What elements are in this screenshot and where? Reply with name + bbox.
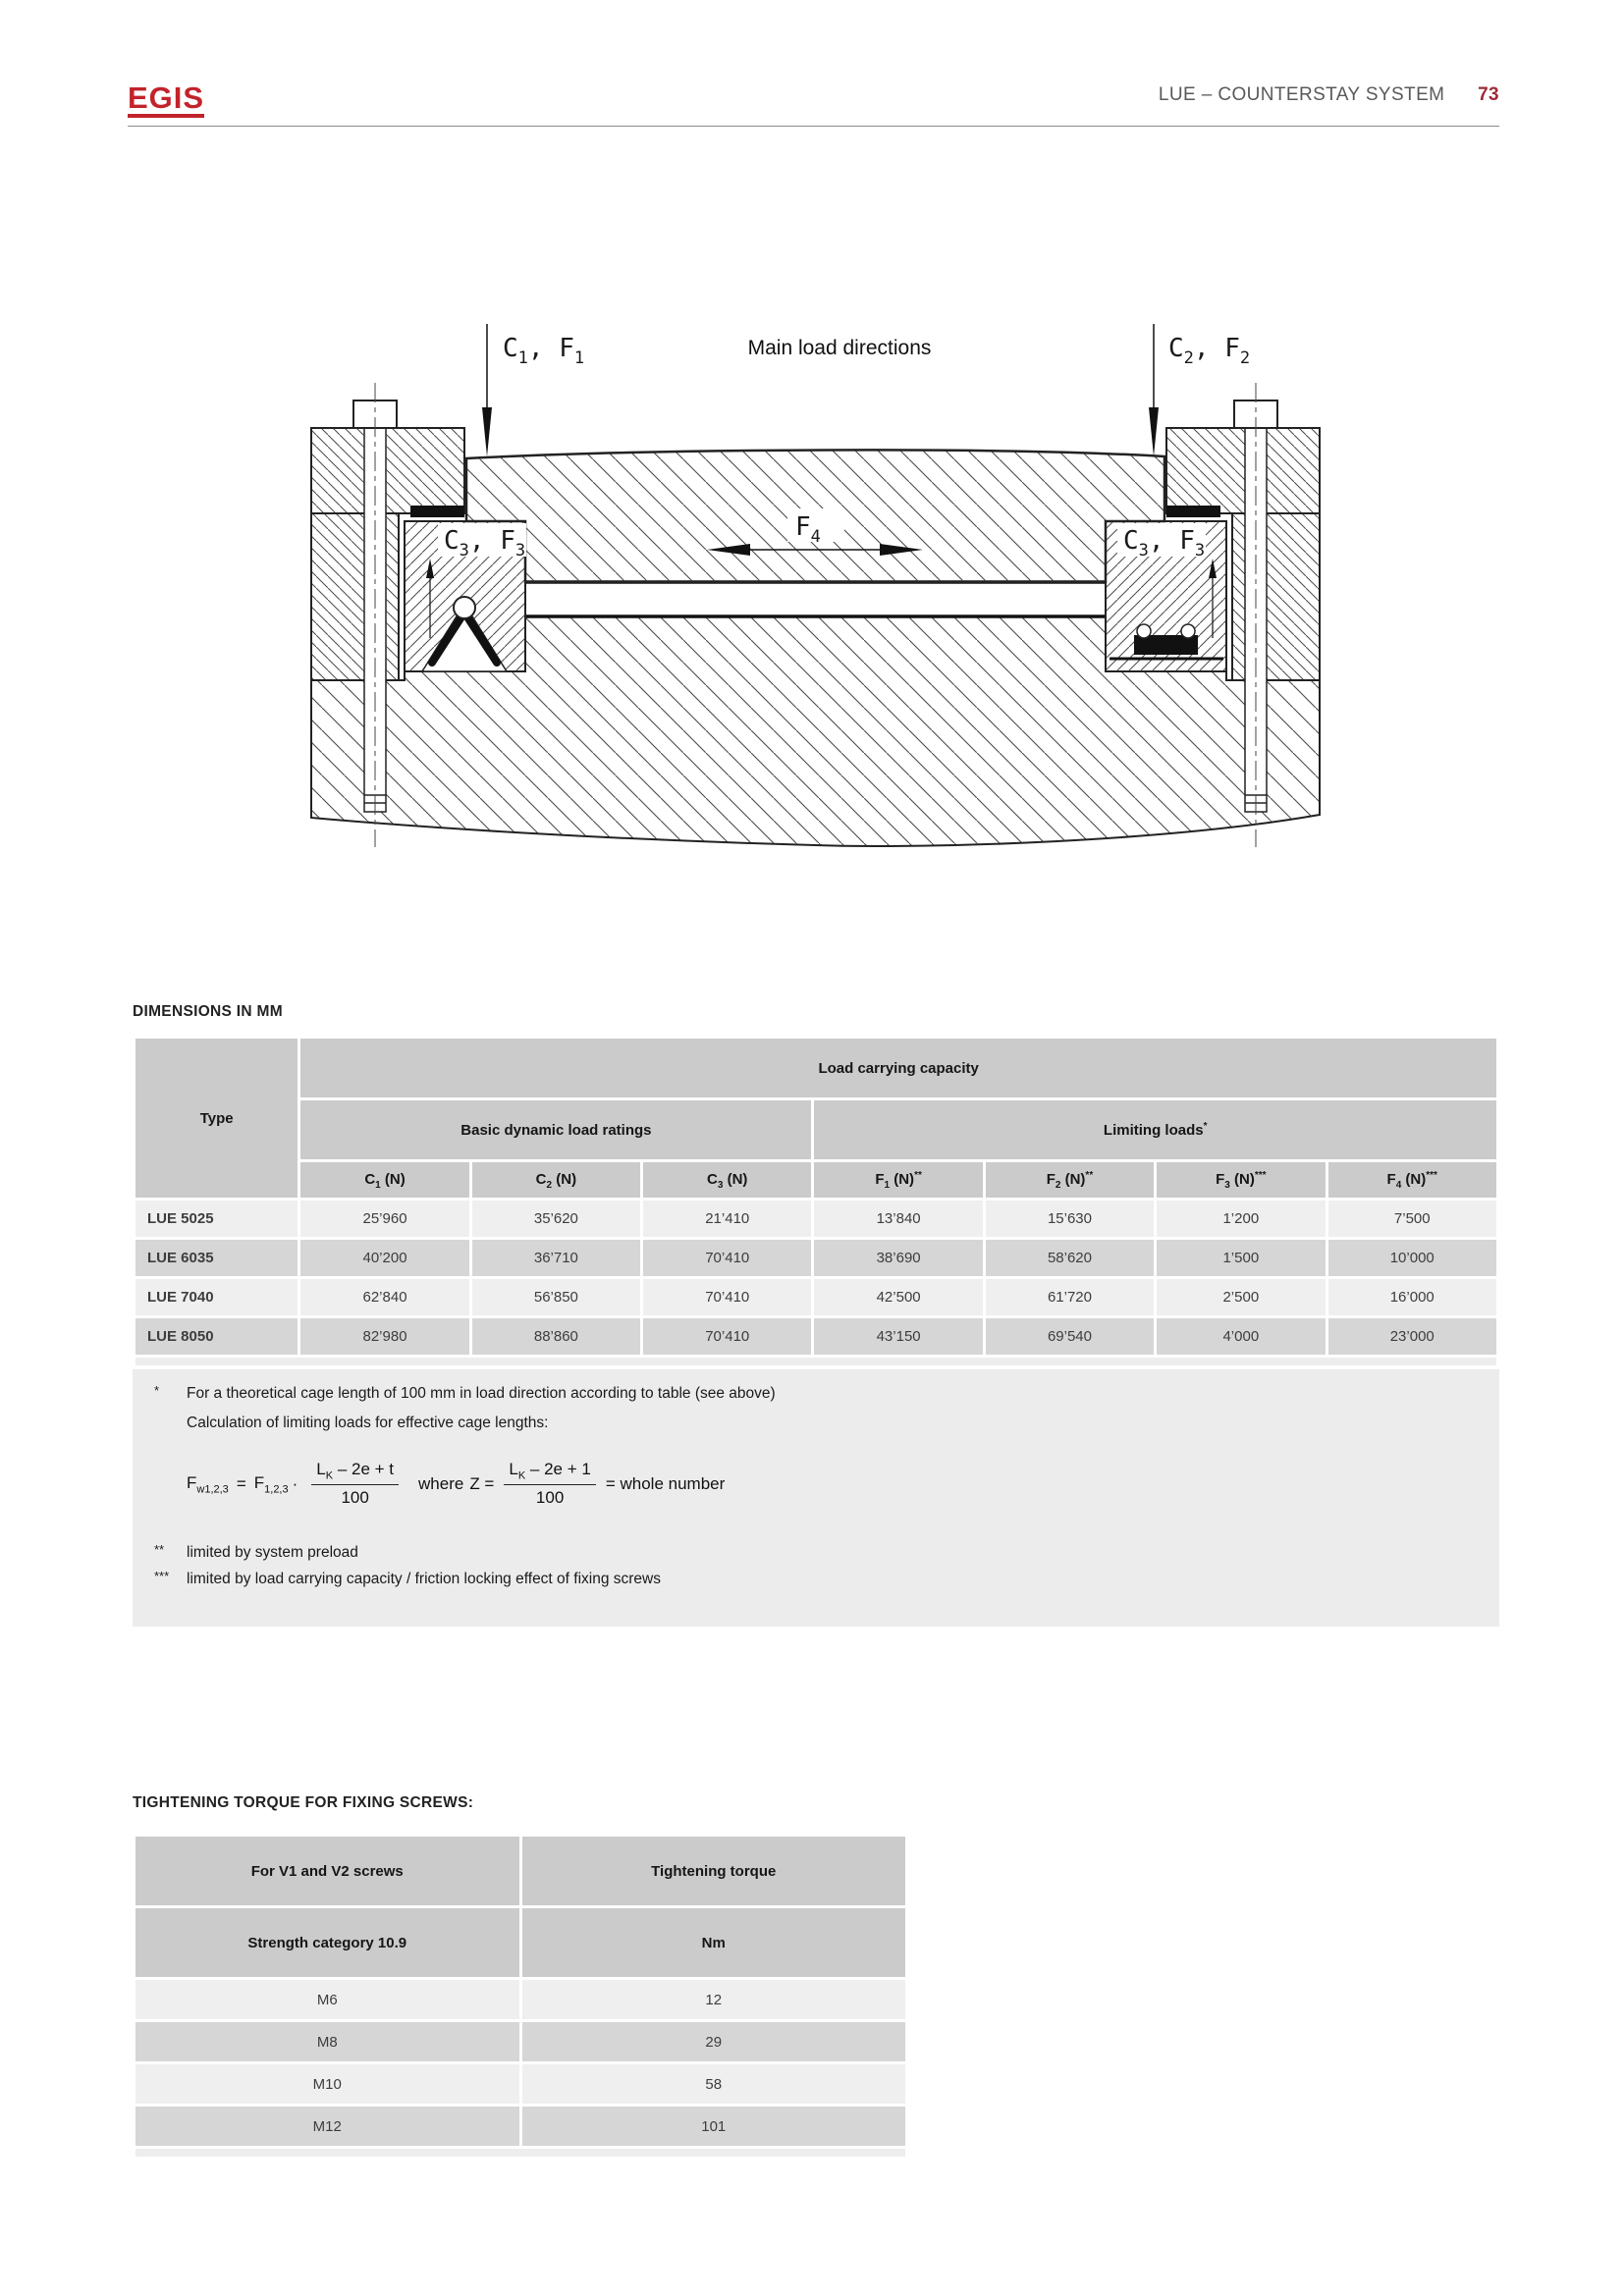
footnotes-box xyxy=(133,1369,1499,1627)
limiting-loads-group-header: Limiting loads* xyxy=(814,1100,1496,1159)
table-row-lue5025: LUE 5025 25’960 35’620 21’410 13’840 15’630 1’200 7’500 xyxy=(135,1201,1496,1237)
load-capacity-span-header: Load carrying capacity xyxy=(300,1039,1496,1097)
column-header-c1: $C_1$ (N) xyxy=(300,1162,468,1198)
label-f4: $F_4$ xyxy=(795,512,821,547)
triple-star-symbol: *** xyxy=(154,1569,170,1583)
left-clamp-plate xyxy=(311,428,464,513)
right-seal-strip xyxy=(1166,506,1220,517)
dynamic-ratings-group-header: Basic dynamic load ratings xyxy=(300,1100,811,1159)
torque-table-bottom-strip xyxy=(135,2149,905,2157)
star-note-line1: For a theoretical cage length of 100 mm in load direction according to table (see above) xyxy=(187,1385,776,1402)
column-header-f4: $F_4$ (N)*** xyxy=(1328,1162,1497,1198)
technical-drawing xyxy=(187,211,1453,859)
dimensions-heading: DIMENSIONS IN MM xyxy=(133,1003,283,1020)
double-star-symbol: ** xyxy=(154,1542,165,1557)
header-rule xyxy=(128,126,1499,127)
column-header-f1: $F_1$ (N)** xyxy=(814,1162,982,1198)
limiting-load-formula: $F_{w1,2,3}$ = $F_{1,2,3}$ · $\frac{L_K - 2e + t}{100}$ where Z = $\frac{L_K - 2e + 1}{100}$ = whole number xyxy=(187,1460,726,1508)
drawing-title: Main load directions xyxy=(747,337,932,359)
torque-row-m10: M10 58 xyxy=(135,2064,905,2104)
column-header-c3: $C_3$ (N) xyxy=(643,1162,811,1198)
egis-logo: EGIS xyxy=(128,82,204,118)
type-column-header: Type xyxy=(135,1039,298,1198)
torque-heading: TIGHTENING TORQUE FOR FIXING SCREWS: xyxy=(133,1794,474,1811)
label-c2-f2: $C_2$, $F_2$ xyxy=(1168,334,1251,368)
label-c3-f3-right: $C_3$, $F_3$ xyxy=(1123,526,1206,561)
torque-row-m8: M8 29 xyxy=(135,2022,905,2061)
table-row-lue8050: LUE 8050 82’980 88’860 70’410 43’150 69’540 4’000 23’000 xyxy=(135,1318,1496,1355)
torque-row-m12: M12 101 xyxy=(135,2107,905,2146)
table-bottom-strip xyxy=(135,1358,1496,1365)
column-header-f3: $F_3$ (N)*** xyxy=(1157,1162,1325,1198)
torque-row-m6: M6 12 xyxy=(135,1980,905,2019)
column-header-f2: $F_2$ (N)** xyxy=(986,1162,1154,1198)
right-clamp-plate xyxy=(1166,428,1320,513)
torque-header-strength: Strength category 10.9 xyxy=(135,1908,519,1977)
page-header xyxy=(1159,84,1499,106)
column-header-c2: $C_2$ (N) xyxy=(472,1162,640,1198)
label-c1-f1: $C_1$, $F_1$ xyxy=(503,334,585,368)
c2-arrowhead xyxy=(1149,407,1159,456)
fraction-2: $\frac{L_K - 2e + 1}{100}$ xyxy=(504,1460,595,1508)
torque-table xyxy=(133,1834,908,2160)
right-roller-stud xyxy=(1137,624,1151,638)
torque-header-nm: Nm xyxy=(522,1908,906,1977)
star-symbol: * xyxy=(154,1383,160,1398)
table-row-lue7040: LUE 7040 62’840 56’850 70’410 42’500 61’720 2’500 16’000 xyxy=(135,1279,1496,1315)
torque-header-torque: Tightening torque xyxy=(522,1837,906,1905)
double-star-note: limited by system preload xyxy=(187,1544,358,1561)
triple-star-note: limited by load carrying capacity / friction locking effect of fixing screws xyxy=(187,1571,661,1587)
right-roller-stud xyxy=(1181,624,1195,638)
left-ball xyxy=(454,597,475,618)
fraction-1: $\frac{L_K - 2e + t}{100}$ xyxy=(311,1460,399,1508)
torque-header-screws: For V1 and V2 screws xyxy=(135,1837,519,1905)
doc-title: LUE – COUNTERSTAY SYSTEM xyxy=(1158,84,1445,105)
load-capacity-table xyxy=(133,1036,1499,1368)
label-c3-f3-left: $C_3$, $F_3$ xyxy=(444,526,526,561)
page-number: 73 xyxy=(1478,84,1499,105)
c1-arrowhead xyxy=(482,407,492,456)
left-seal-strip xyxy=(410,506,464,517)
table-row-lue6035: LUE 6035 40’200 36’710 70’410 38’690 58’620 1’500 10’000 xyxy=(135,1240,1496,1276)
star-note-line2: Calculation of limiting loads for effective cage lengths: xyxy=(187,1415,549,1431)
